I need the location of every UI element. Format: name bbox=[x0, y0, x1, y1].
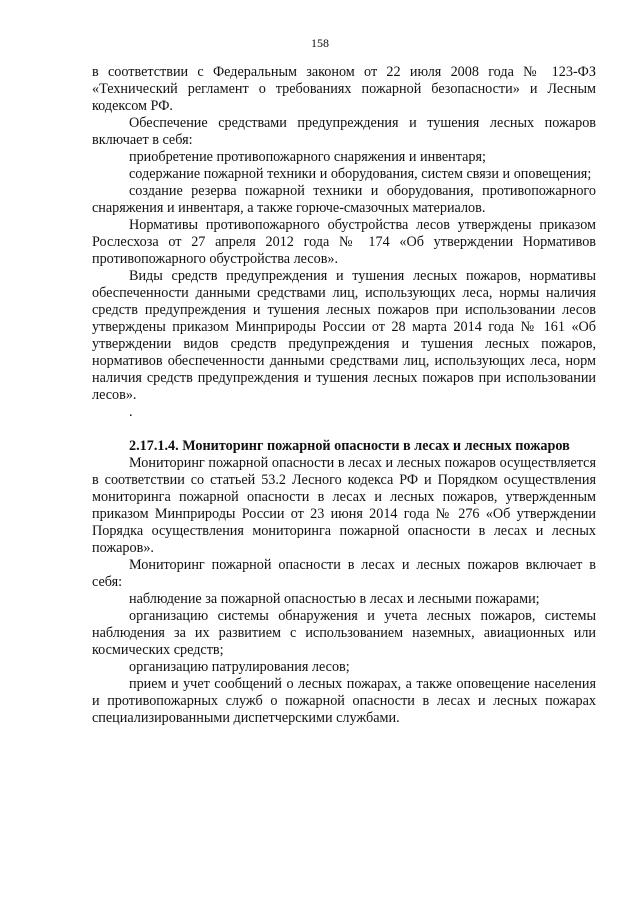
paragraph: Нормативы противопожарного обустройства лесов утверждены приказом Рослесхоза от 27 апреля 2012 года № 174 «Об утверждении Нормативов противопожарного обустройства лесов». bbox=[92, 217, 596, 267]
list-item: приобретение противопожарного снаряжения и инвентаря; bbox=[129, 149, 486, 165]
list-item: наблюдение за пожарной опасностью в лесах и лесными пожарами; bbox=[129, 591, 540, 607]
paragraph: Мониторинг пожарной опасности в лесах и лесных пожаров включает в себя: bbox=[92, 557, 596, 590]
list-item: содержание пожарной техники и оборудования, систем связи и оповещения; bbox=[129, 166, 592, 182]
paragraph: Обеспечение средствами предупреждения и тушения лесных пожаров включает в себя: bbox=[92, 115, 596, 148]
paragraph: Виды средств предупреждения и тушения лесных пожаров, нормативы обеспеченности данными средствами лиц, использующих леса, нормы наличия средств предупреждения и тушения лесных пожаров при использовании лесов утверждены приказом Минприроды России от 28 марта 2014 года № 161 «Об утверждении видов средств предупреждения и тушения лесных пожаров, нормативов обеспеченности данными средствами лиц, использующих леса, норм наличия средств предупреждения и тушения лесных пожаров при использовании лесов». bbox=[92, 268, 596, 403]
stray-dot: . bbox=[129, 404, 133, 420]
page-content bbox=[92, 64, 596, 727]
section-heading: 2.17.1.4. Мониторинг пожарной опасности в лесах и лесных пожаров bbox=[129, 438, 570, 454]
list-item: организацию патрулирования лесов; bbox=[129, 659, 350, 675]
list-item: создание резерва пожарной техники и оборудования, противопожарного снаряжения и инвентаря, а также горюче-смазочных материалов. bbox=[92, 183, 596, 216]
spacer bbox=[92, 421, 596, 438]
list-item: организацию системы обнаружения и учета лесных пожаров, системы наблюдения за их развитием с использованием наземных, авиационных или космических средств; bbox=[92, 608, 596, 658]
paragraph: Мониторинг пожарной опасности в лесах и лесных пожаров осуществляется в соответствии со статьей 53.2 Лесного кодекса РФ и Порядком осуществления мониторинга пожарной опасности в лесах и лесных пожаров, утвержденным приказом Минприроды России от 23 июня 2014 года № 276 «Об утверждении Порядка осуществления мониторинга пожарной опасности в лесах и лесных пожаров». bbox=[92, 455, 596, 556]
list-item: прием и учет сообщений о лесных пожарах, а также оповещение населения и противопожарных служб о пожарной опасности в лесах и лесных пожарах специализированными диспетчерскими службами. bbox=[92, 676, 596, 726]
paragraph: в соответствии с Федеральным законом от 22 июля 2008 года № 123-ФЗ «Технический регламент о требованиях пожарной безопасности» и Лесным кодексом РФ. bbox=[92, 64, 596, 114]
page-number: 158 bbox=[311, 36, 329, 50]
